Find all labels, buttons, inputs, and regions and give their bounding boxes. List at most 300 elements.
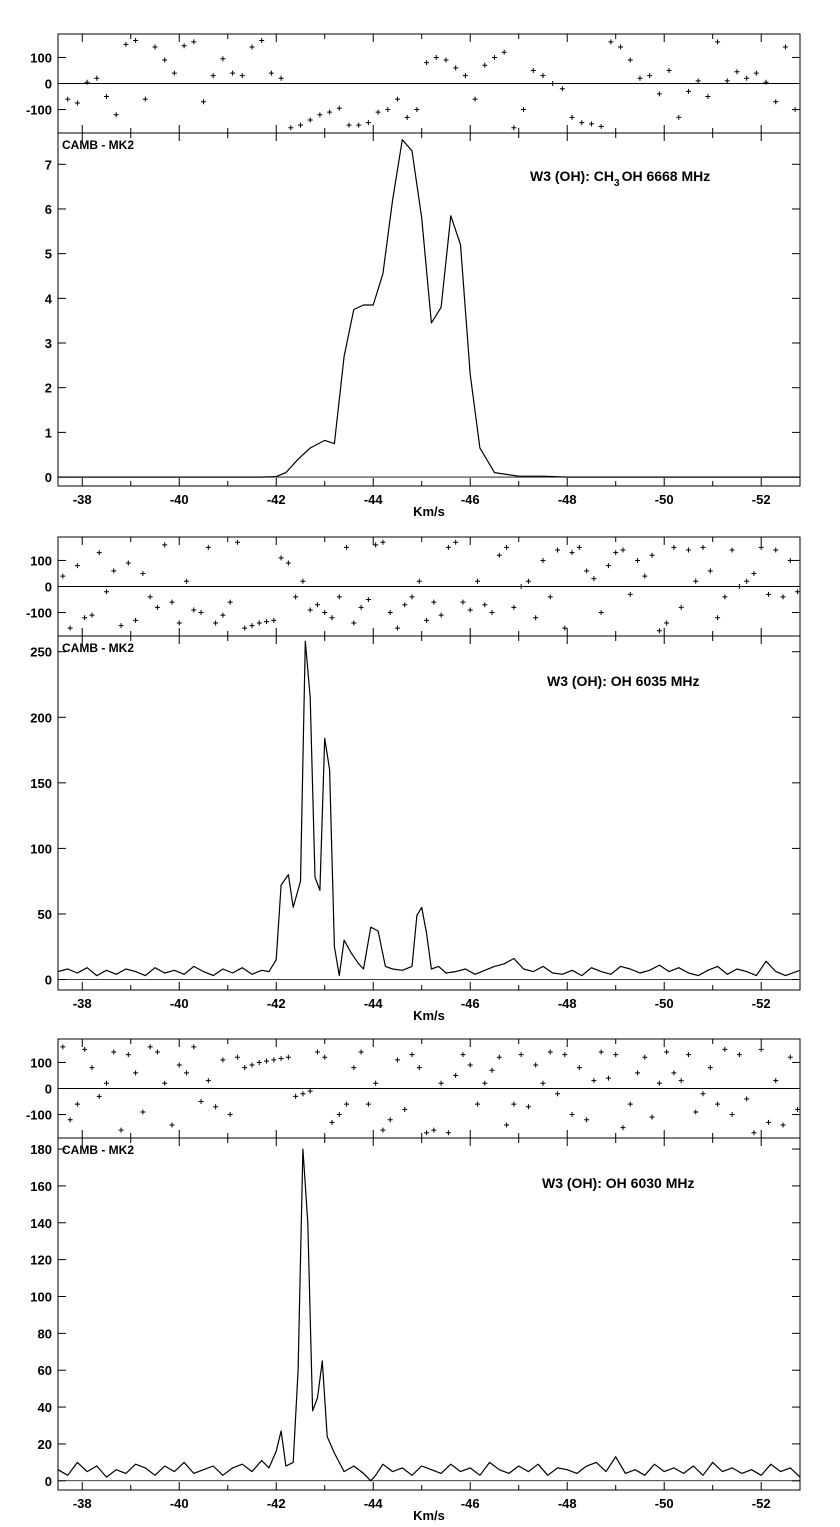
p1-phase-point [68,626,73,631]
p0-phase-point [424,60,429,65]
p2-phase-point [330,1120,335,1125]
p2-phase-point [235,1055,240,1060]
p2-xtick-label: -48 [557,1496,577,1511]
p1-xtick-label: -38 [72,996,92,1011]
p1-phase-point [271,618,276,623]
p0-phase-point [230,71,235,76]
p0-phase-point [201,99,206,104]
p1-phase-point [504,545,509,550]
p0-phase-point [366,120,371,125]
p0-spectrum-line [58,140,800,477]
p1-phase-point [359,605,364,610]
p0-phase-point [220,56,225,61]
p0-phase-point [744,76,749,81]
p2-phase-point [511,1102,516,1107]
p2-xtick-label: -50 [654,1496,674,1511]
p0-xtick-label: -48 [557,492,577,507]
p2-phase-point [293,1094,298,1099]
p1-phase-point [701,545,706,550]
p1-phase-point [468,607,473,612]
p2-phase-point [424,1130,429,1135]
p1-phase-point [82,615,87,620]
p0-plot-frame [58,133,800,486]
p0-phase-point [482,63,487,68]
p1-spectrum-line [58,641,800,975]
p0-phase-point [376,110,381,115]
panel-ch3oh-6668 [26,34,800,519]
p1-phase-point [548,594,553,599]
p2-phase-point [140,1109,145,1114]
p0-phase-point [676,115,681,120]
p2-phase-point [781,1122,786,1127]
p1-xtick-label: -42 [266,996,286,1011]
p1-phase-point [410,594,415,599]
p2-phase-point [439,1081,444,1086]
p1-phase-point [344,545,349,550]
p0-panel-title [530,168,710,189]
p2-phase-point [119,1128,124,1133]
p0-ytick-label: 1 [44,425,52,441]
p1-phase-point [540,558,545,563]
p2-phase-point [257,1060,262,1065]
p1-phase-point [220,613,225,618]
p0-phase-point [152,45,157,50]
p1-phase-point [119,623,124,628]
p2-phase-point [402,1107,407,1112]
p0-phase-point [211,73,216,78]
p2-phase-point [271,1057,276,1062]
p1-ytick-label: 200 [30,710,52,726]
p0-phase-point [414,107,419,112]
p1-panel-title-main: W3 (OH): OH 6035 MHz [547,673,700,689]
p2-phase-point [795,1107,800,1112]
p2-phase-point [133,1070,138,1075]
p2-phase-point [242,1065,247,1070]
p2-phase-point [773,1078,778,1083]
p0-phase-point [434,55,439,60]
p2-phase-point [431,1128,436,1133]
p1-phase-point [453,540,458,545]
p2-phase-point [562,1052,567,1057]
p0-phase-point [249,45,254,50]
p2-xtick-label: -46 [460,1496,480,1511]
p1-phase-point [650,553,655,558]
p0-phase-point [162,58,167,63]
p2-x-axis-label: Km/s [413,1508,445,1523]
p0-phase-point [356,123,361,128]
p0-phase-point [560,86,565,91]
p2-phase-point [337,1112,342,1117]
p0-phase-point [521,107,526,112]
p0-phase-point [705,94,710,99]
p2-phase-point [555,1091,560,1096]
p2-phase-point [148,1044,153,1049]
p0-phase-point [473,97,478,102]
p2-phase-point [395,1057,400,1062]
p2-ytick-label: 0 [44,1473,52,1489]
p1-phase-point [330,615,335,620]
p2-xtick-label: -38 [72,1496,92,1511]
p0-phase-point [492,55,497,60]
p2-xtick-label: -44 [363,1496,383,1511]
p1-phase-point [599,610,604,615]
p2-panel-title [542,1175,694,1191]
p1-phase-point [562,626,567,631]
p1-phase-point [315,602,320,607]
p2-phase-point [82,1047,87,1052]
p1-phase-point [671,545,676,550]
p2-phase-point [380,1128,385,1133]
p2-phase-point [228,1112,233,1117]
p1-phase-point [148,594,153,599]
p1-phase-point [184,579,189,584]
p1-xtick-label: -52 [751,996,771,1011]
p0-xtick-label: -40 [169,492,189,507]
p0-phase-ytick-label: -100 [25,102,52,118]
p1-phase-point [628,592,633,597]
p1-phase-point [424,618,429,623]
p1-phase-point [75,563,80,568]
p0-phase-point [143,97,148,102]
p1-x-axis-label: Km/s [413,1008,445,1023]
p1-phase-point [584,568,589,573]
p2-ytick-label: 100 [30,1289,52,1305]
p0-phase-point [686,89,691,94]
p2-phase-point [177,1063,182,1068]
p0-phase-point [647,73,652,78]
p2-ytick-label: 140 [30,1215,52,1231]
p1-phase-point [744,579,749,584]
p0-phase-point [104,94,109,99]
p2-phase-point [344,1102,349,1107]
p0-phase-point [550,81,555,86]
p0-xtick-label: -52 [751,492,771,507]
p2-phase-point [475,1102,480,1107]
p0-phase-point [240,73,245,78]
p0-phase-point [696,78,701,83]
p2-phase-point [97,1094,102,1099]
p2-phase-point [584,1117,589,1122]
p2-phase-point [664,1050,669,1055]
p1-phase-point [693,579,698,584]
p1-phase-ytick-label: 100 [30,553,52,569]
p0-panel-title-main: W3 (OH): CH [530,168,614,184]
p2-phase-point [540,1081,545,1086]
p1-phase-point [177,620,182,625]
p0-phase-point [773,99,778,104]
p2-phase-point [286,1055,291,1060]
p0-xtick-label: -46 [460,492,480,507]
p2-phase-point [359,1050,364,1055]
p2-phase-point [264,1059,269,1064]
p1-phase-point [126,561,131,566]
p2-phase-point [526,1104,531,1109]
p1-xtick-label: -46 [460,996,480,1011]
p0-phase-point [715,39,720,44]
p1-phase-point [104,589,109,594]
p2-phase-point [410,1052,415,1057]
p1-phase-point [555,548,560,553]
p2-phase-point [497,1055,502,1060]
p2-phase-point [628,1102,633,1107]
p2-phase-point [104,1081,109,1086]
p0-phase-point [443,58,448,63]
p1-phase-point [570,550,575,555]
p2-phase-point [68,1117,73,1122]
p2-phase-point [482,1081,487,1086]
p2-ytick-label: 120 [30,1252,52,1268]
p2-phase-point [89,1065,94,1070]
p0-phase-point [667,68,672,73]
p1-ytick-label: 0 [44,972,52,988]
p2-phase-point [155,1050,160,1055]
p1-phase-point [475,579,480,584]
p2-ytick-label: 20 [37,1436,52,1452]
p1-phase-ytick-label: 0 [44,579,52,595]
p1-phase-point [446,545,451,550]
p2-ytick-label: 80 [37,1326,52,1342]
p1-phase-point [89,613,94,618]
p1-plot-frame [58,636,800,990]
p2-phase-point [701,1091,706,1096]
p2-phase-point [708,1065,713,1070]
p1-xtick-label: -48 [557,996,577,1011]
p2-phase-point [599,1050,604,1055]
p0-phase-point [599,124,604,129]
p2-phase-ytick-label: 0 [44,1081,52,1097]
p2-phase-point [642,1055,647,1060]
p1-phase-point [606,563,611,568]
p0-ytick-label: 3 [44,336,52,352]
p1-phase-point [279,555,284,560]
p0-phase-point [94,76,99,81]
p2-phase-point [620,1125,625,1130]
p1-phase-point [737,584,742,589]
p0-phase-point [114,112,119,117]
p0-phase-point [589,121,594,126]
p1-phase-point [380,540,385,545]
p1-phase-point [206,545,211,550]
p0-phase-point [172,71,177,76]
p2-phase-point [373,1081,378,1086]
p0-xtick-label: -42 [266,492,286,507]
p0-phase-point [259,38,264,43]
p1-xtick-label: -44 [363,996,383,1011]
p2-ytick-label: 160 [30,1178,52,1194]
p2-phase-point [460,1052,465,1057]
p1-phase-point [322,610,327,615]
p2-phase-point [548,1050,553,1055]
p1-phase-point [679,605,684,610]
p2-phase-point [453,1073,458,1078]
p0-phase-point [346,123,351,128]
p2-phase-ytick-label: -100 [25,1107,52,1123]
p2-phase-point [693,1109,698,1114]
p1-phase-point [199,610,204,615]
p0-phase-point [463,73,468,78]
p2-phase-point [730,1112,735,1117]
p1-phase-point [730,548,735,553]
p1-phase-point [511,605,516,610]
p1-phase-point [300,579,305,584]
p1-phase-point [257,620,262,625]
p0-phase-point [657,91,662,96]
p2-phase-point [490,1068,495,1073]
p1-phase-point [490,610,495,615]
p0-phase-point [783,45,788,50]
p1-panel-title [547,673,699,689]
p2-phase-point [766,1120,771,1125]
p0-phase-point [608,39,613,44]
p1-phase-point [431,600,436,605]
p2-phase-point [577,1065,582,1070]
p1-phase-ytick-label: -100 [25,605,52,621]
p1-phase-point [781,594,786,599]
p1-phase-point [162,542,167,547]
p0-xtick-label: -44 [363,492,383,507]
p2-ytick-label: 60 [37,1363,52,1379]
p0-ytick-label: 5 [44,246,52,262]
p1-phase-point [773,548,778,553]
p1-ytick-label: 150 [30,775,52,791]
p2-phase-point [169,1122,174,1127]
p1-phase-point [169,600,174,605]
p0-phase-point [65,97,70,102]
p0-phase-point [628,58,633,63]
p2-phase-point [744,1096,749,1101]
p2-phase-point [75,1102,80,1107]
p0-phase-point [327,110,332,115]
p1-phase-point [686,548,691,553]
p1-phase-point [191,607,196,612]
p1-phase-point [366,597,371,602]
p1-phase-point [286,561,291,566]
p2-phase-point [650,1115,655,1120]
p0-x-axis-label: Km/s [413,504,445,519]
p1-phase-point [635,558,640,563]
p2-phase-point [671,1070,676,1075]
p1-phase-point [613,550,618,555]
p0-phase-point [618,45,623,50]
p2-phase-point [533,1063,538,1068]
p1-phase-point [242,626,247,631]
p2-phase-point [446,1130,451,1135]
p2-phase-point [606,1076,611,1081]
p0-phase-point [279,76,284,81]
p0-phase-point [288,125,293,130]
p1-phase-point [657,628,662,633]
p1-phase-point [715,615,720,620]
p0-phase-point [75,101,80,106]
p2-phase-point [417,1065,422,1070]
p1-phase-point [373,542,378,547]
p2-phase-point [722,1047,727,1052]
p2-phase-point [126,1052,131,1057]
p2-phase-point [199,1099,204,1104]
p0-phase-point [570,115,575,120]
p0-xtick-label: -50 [654,492,674,507]
p2-phase-point [249,1063,254,1068]
p1-phase-point [97,550,102,555]
panel-oh-6035 [26,537,800,1023]
p2-phase-point [570,1112,575,1117]
p1-corner-label: CAMB - MK2 [62,641,134,655]
p2-phase-point [366,1102,371,1107]
p2-phase-ytick-label: 100 [30,1055,52,1071]
p2-corner-label: CAMB - MK2 [62,1143,134,1157]
p1-phase-point [155,605,160,610]
p2-phase-point [322,1055,327,1060]
p1-phase-point [460,600,465,605]
p1-phase-point [708,568,713,573]
p1-phase-point [111,568,116,573]
p1-phase-point [351,620,356,625]
p0-phase-point [502,50,507,55]
p1-phase-point [213,620,218,625]
p2-phase-point [315,1050,320,1055]
p1-phase-point [228,600,233,605]
p2-phase-point [300,1091,305,1096]
p0-phase-point [123,42,128,47]
p1-phase-point [264,619,269,624]
p0-phase-point [395,97,400,102]
p2-phase-point [635,1070,640,1075]
p1-ytick-label: 250 [30,644,52,660]
p2-phase-point [213,1104,218,1109]
p0-phase-ytick-label: 0 [44,76,52,92]
p2-phase-point [657,1081,662,1086]
p1-phase-point [293,594,298,599]
p2-phase-point [613,1052,618,1057]
p0-phase-point [191,39,196,44]
p0-ytick-label: 2 [44,380,52,396]
p0-panel-title-subscript: 3 [614,178,620,189]
p2-phase-point [686,1052,691,1057]
p2-ytick-label: 180 [30,1142,52,1158]
p2-phase-point [60,1044,65,1049]
p2-phase-point [206,1078,211,1083]
p0-phase-point [317,112,322,117]
p1-phase-point [519,584,524,589]
p1-phase-point [133,618,138,623]
p2-ytick-label: 40 [37,1400,52,1416]
p1-phase-point [140,571,145,576]
p1-xtick-label: -40 [169,996,189,1011]
p0-phase-point [308,117,313,122]
p1-phase-point [664,620,669,625]
p0-phase-point [754,71,759,76]
p0-panel-title-rest: OH 6668 MHz [621,168,711,184]
p2-phase-point [388,1117,393,1122]
p2-phase-point [162,1081,167,1086]
p1-phase-point [526,579,531,584]
p1-phase-point [642,574,647,579]
p2-phase-point [504,1122,509,1127]
p2-phase-point [788,1055,793,1060]
p2-phase-point [111,1050,116,1055]
p2-phase-point [679,1078,684,1083]
p2-xtick-label: -40 [169,1496,189,1511]
p0-phase-point [269,71,274,76]
p2-phase-point [759,1047,764,1052]
p1-phase-point [751,571,756,576]
p0-ytick-label: 7 [44,157,52,173]
p2-spectrum-line [58,1149,800,1481]
p0-phase-point [793,107,798,112]
p1-phase-point [766,592,771,597]
p1-phase-point [788,558,793,563]
panel-oh-6030 [26,1039,800,1523]
